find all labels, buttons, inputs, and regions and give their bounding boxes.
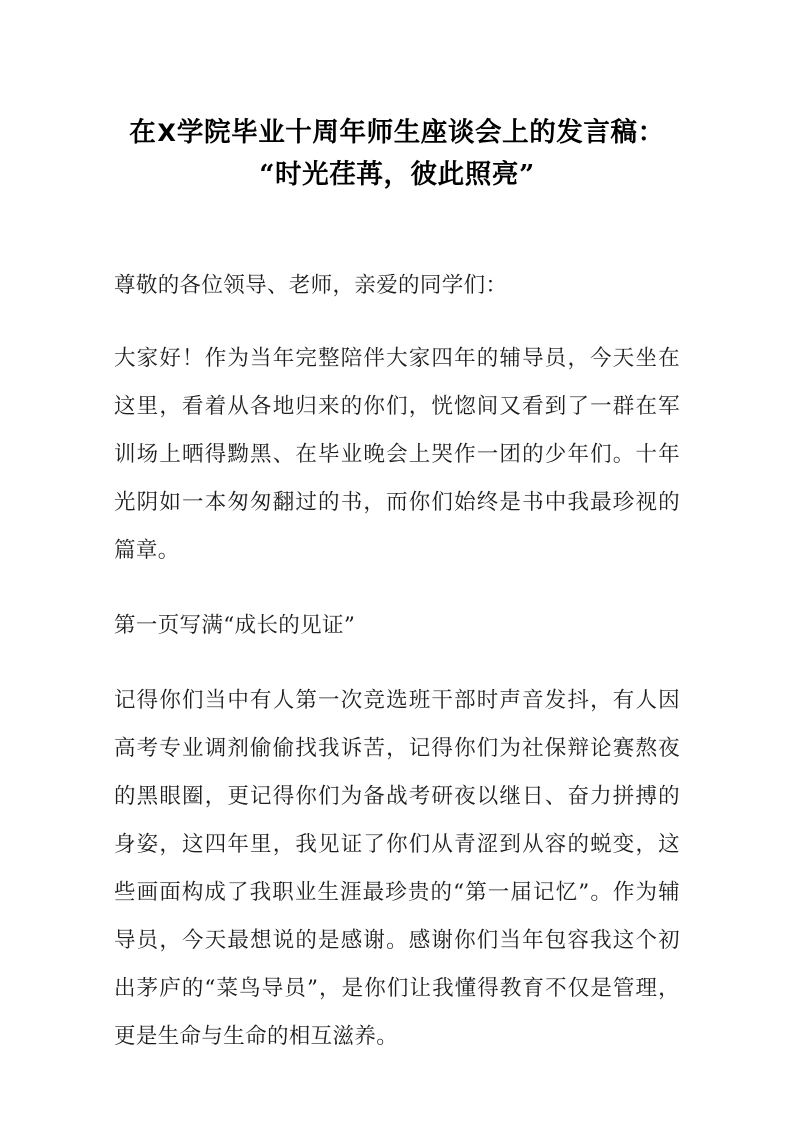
title-line-2: “时光荏苒，彼此照亮” xyxy=(259,159,535,190)
title-line-1 xyxy=(122,112,672,154)
paragraph-opening: 大家好！作为当年完整陪伴大家四年的辅导员，今天坐在这里，看着从各地归来的你们，恍惚间又看到了一群在军训场上晒得黝黑、在毕业晚会上哭作一团的少年们。十年光阴如一本匆匆翻过的书，而你们始终是书中我最珍视的篇章。 xyxy=(114,346,680,563)
document-title xyxy=(114,112,680,196)
section-heading-growth: 第一页写满“成长的见证” xyxy=(114,613,356,638)
document-content xyxy=(114,112,680,1061)
paragraph-growth-body: 记得你们当中有人第一次竞选班干部时声音发抖，有人因高考专业调剂偷偷找我诉苦，记得你们为社保辩论赛熬夜的黑眼圈，更记得你们为备战考研夜以继日、奋力拼搏的身姿，这四年里，我见证了你们从青涩到从容的蜕变，这些画面构成了我职业生涯最珍贵的“第一届记忆”。作为辅导员，今天最想说的是感谢。感谢你们当年包容我这个初出茅庐的“菜鸟导员”，是你们让我懂得教育不仅是管理，更是生命与生命的相互滋养。 xyxy=(114,688,680,1049)
paragraph-spacer-1 xyxy=(114,310,680,335)
title-latin-placeholder: X xyxy=(157,119,176,147)
title-line-1-prefix: 在 xyxy=(129,117,157,148)
salutation-line: 尊敬的各位领导、老师，亲爱的同学们： xyxy=(114,273,508,298)
title-body-spacer xyxy=(114,196,680,262)
paragraph-spacer-2 xyxy=(114,575,680,602)
title-line-1-suffix: 学院毕业十周年师生座谈会上的发言稿： xyxy=(176,117,665,148)
paragraph-spacer-3 xyxy=(114,650,680,677)
